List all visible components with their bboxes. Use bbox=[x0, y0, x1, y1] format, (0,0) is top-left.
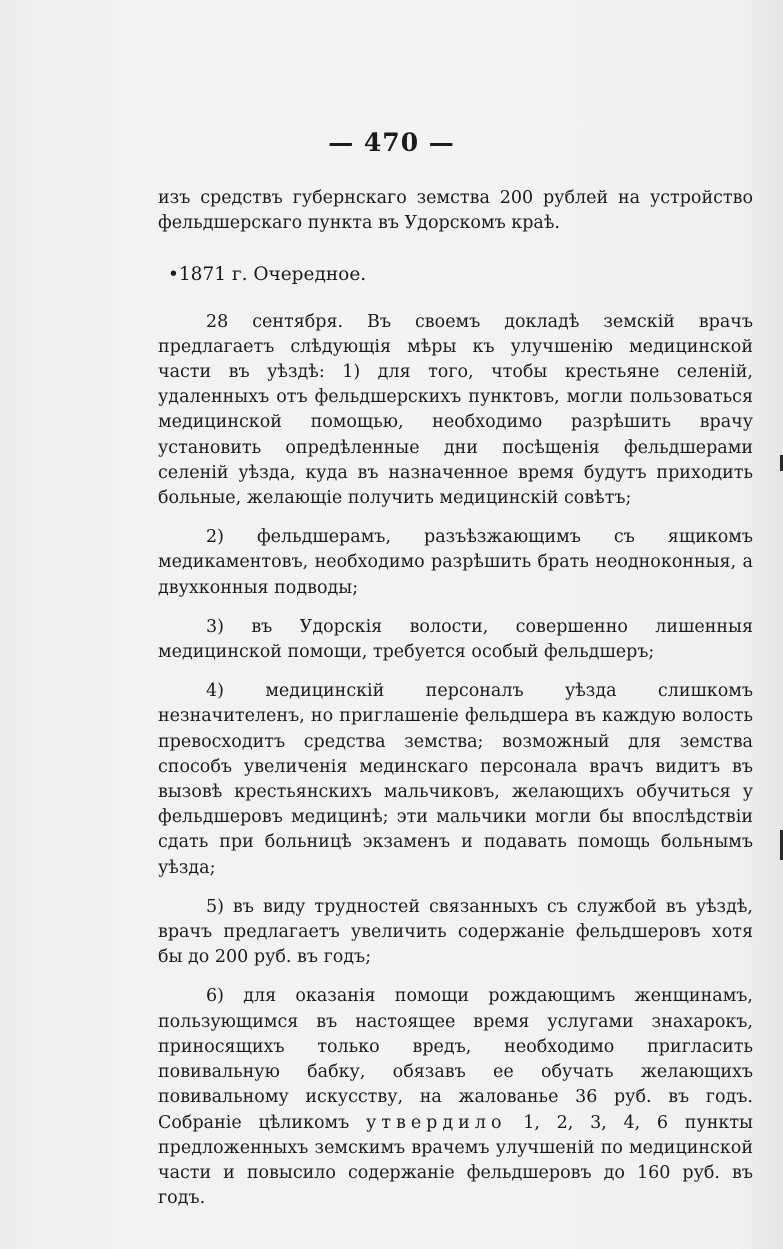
section-heading: •1871 г. Очередное. bbox=[168, 264, 367, 286]
intro-paragraph: изъ средствъ губернскаго земства 200 рублей на устройство фельдшерскаго пункта въ Удорскомъ краѣ. bbox=[158, 188, 753, 234]
paragraph-4: 4) медицинскій персоналъ уѣзда слишкомъ незначителенъ, но приглашеніе фельдшера въ каждую волость превосходитъ средства земства; возможный для земства способъ увеличенія мединскаго персонала врачъ видитъ въ вызовѣ крестьянскихъ мальчиковъ, желающихъ обучиться у фельдшеровъ медицинѣ; эти мальчики могли бы впослѣдствіи сдать при больницѣ экзаменъ и подавать помощь больнымъ уѣзда; bbox=[158, 681, 753, 878]
paragraph-1: 28 сентября. Въ своемъ докладѣ земскій врачъ предлагаетъ слѣдующія мѣры къ улучшенію медицинской части въ уѣздѣ: 1) для того, чтобы крестьяне селеній, удаленныхъ отъ фельдшерскихъ пунктовъ, могли пользоваться медицинской помощью, необходимо разрѣшить врачу установить опредѣленные дни посѣщенія фельдшерами селеній уѣзда, куда въ назначенное время будутъ приходить больные, желающіе получить медицинскій совѣтъ; bbox=[158, 311, 753, 509]
paragraph-6 bbox=[158, 984, 753, 1211]
paragraph-6-start: 6) для оказанія помощи рождающимъ женщинамъ, пользующимся въ настоящее время услугами знахарокъ, приносящихъ только вредъ, необходимо пригласить повивальную бабку, обязавъ ее обучать желающихъ повивальному искусству, на жалованье 36 руб. въ годъ. Собраніе цѣликомъ bbox=[158, 986, 753, 1133]
page-body bbox=[158, 186, 753, 1211]
paragraph-3: 3) въ Удорскія волости, совершенно лишенныя медицинской помощи, требуется особый фельдшеръ; bbox=[158, 616, 753, 663]
spaced-emphasis: утвердило bbox=[366, 1112, 507, 1133]
paragraph-2: 2) фельдшерамъ, разъѣзжающимъ съ ящикомъ медикаментовъ, необходимо разрѣшить брать неодноконныя, а двухконныя подводы; bbox=[158, 527, 753, 598]
page-number: — 470 — bbox=[328, 128, 455, 157]
paragraph-6-end: 1, 2, 3, 4, 6 пункты предложенныхъ земскимъ врачемъ улучшеній по медицинской части и повысило содержаніе фельдшеровъ до 160 руб. въ годъ. bbox=[158, 1112, 753, 1209]
paragraph-5: 5) въ виду трудностей связанныхъ съ службой въ уѣздѣ, врачъ предлагаетъ увеличить содержаніе фельдшеровъ хотя бы до 200 руб. въ годъ; bbox=[158, 896, 753, 968]
